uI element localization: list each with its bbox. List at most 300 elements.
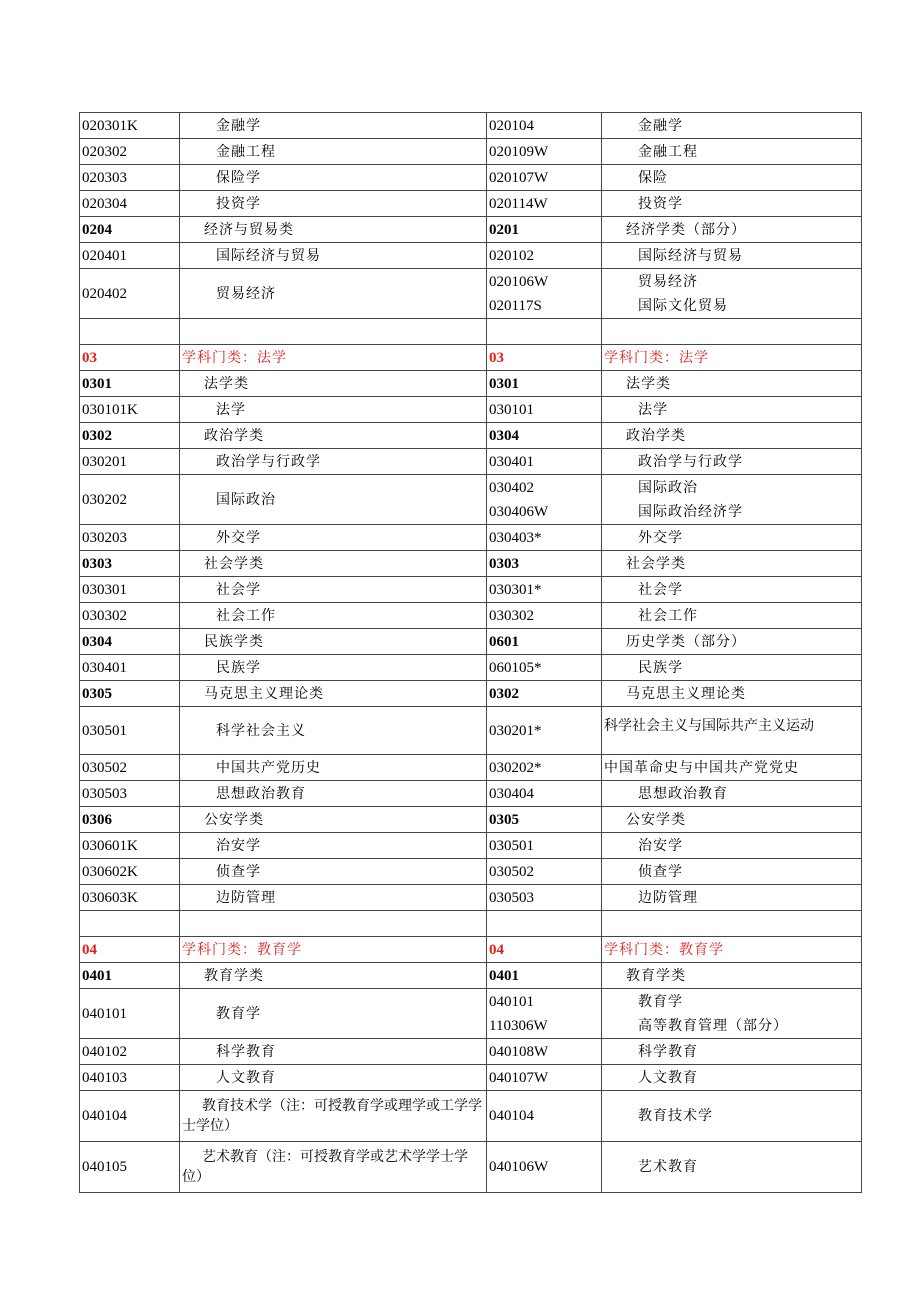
right-code-cell bbox=[486, 191, 601, 216]
left-code: 030501 bbox=[82, 722, 127, 739]
left-name: 投资学 bbox=[216, 195, 261, 212]
left-code: 0303 bbox=[82, 555, 112, 572]
left-name-cell bbox=[179, 989, 486, 1038]
right-code: 030201* bbox=[489, 722, 542, 739]
left-code: 04 bbox=[82, 941, 97, 958]
right-name: 国际政治 bbox=[638, 479, 698, 496]
left-code: 0304 bbox=[82, 633, 112, 650]
right-name: 国际文化贸易 bbox=[638, 297, 728, 314]
left-name-cell bbox=[179, 269, 486, 318]
right-code-cell bbox=[486, 577, 601, 602]
right-name-cell bbox=[601, 755, 862, 780]
left-code-cell bbox=[79, 577, 179, 602]
left-code-cell bbox=[79, 423, 179, 448]
left-name: 贸易经济 bbox=[216, 285, 276, 302]
right-name-cell bbox=[601, 397, 862, 422]
left-name-cell bbox=[179, 525, 486, 550]
right-name-cell bbox=[601, 217, 862, 242]
table-row bbox=[79, 577, 862, 603]
right-name: 外交学 bbox=[638, 529, 683, 546]
right-name: 历史学类（部分） bbox=[626, 633, 746, 650]
left-code-cell bbox=[79, 755, 179, 780]
left-name: 中国共产党历史 bbox=[216, 759, 321, 776]
table-row bbox=[79, 629, 862, 655]
right-name-cell bbox=[601, 1091, 862, 1141]
right-code-cell bbox=[486, 833, 601, 858]
left-name-cell bbox=[179, 707, 486, 754]
right-code-cell bbox=[486, 911, 601, 936]
right-name: 金融学 bbox=[638, 117, 683, 134]
left-name-cell bbox=[179, 449, 486, 474]
right-name-cell bbox=[601, 449, 862, 474]
right-name: 侦查学 bbox=[638, 863, 683, 880]
left-code-cell bbox=[79, 269, 179, 318]
left-name-cell bbox=[179, 833, 486, 858]
left-code-cell bbox=[79, 165, 179, 190]
right-code: 0302 bbox=[489, 685, 519, 702]
right-name: 科学教育 bbox=[638, 1043, 698, 1060]
right-code: 040108W bbox=[489, 1043, 549, 1060]
left-code: 030302 bbox=[82, 607, 127, 624]
right-code-cell bbox=[486, 937, 601, 962]
left-name-cell bbox=[179, 885, 486, 910]
major-comparison-table bbox=[79, 112, 862, 1193]
right-code-cell bbox=[486, 755, 601, 780]
right-code-cell bbox=[486, 885, 601, 910]
right-code-cell bbox=[486, 525, 601, 550]
right-code: 03 bbox=[489, 349, 504, 366]
right-name-cell bbox=[601, 937, 862, 962]
table-row bbox=[79, 781, 862, 807]
right-code-cell bbox=[486, 475, 601, 524]
left-code: 020402 bbox=[82, 285, 127, 302]
left-name-cell bbox=[179, 807, 486, 832]
left-code: 040102 bbox=[82, 1043, 127, 1060]
left-code-cell bbox=[79, 1091, 179, 1141]
table-row bbox=[79, 989, 862, 1039]
table-row bbox=[79, 525, 862, 551]
left-name: 侦查学 bbox=[216, 863, 261, 880]
left-code: 030401 bbox=[82, 659, 127, 676]
left-code-cell bbox=[79, 475, 179, 524]
left-code: 030603K bbox=[82, 889, 138, 906]
left-code-cell bbox=[79, 707, 179, 754]
right-name: 政治学与行政学 bbox=[638, 453, 743, 470]
right-code: 110306W bbox=[489, 1017, 548, 1034]
right-code: 0401 bbox=[489, 967, 519, 984]
left-code-cell bbox=[79, 911, 179, 936]
left-name: 法学类 bbox=[204, 375, 249, 392]
right-name-cell bbox=[601, 191, 862, 216]
right-name-cell bbox=[601, 859, 862, 884]
left-code: 030301 bbox=[82, 581, 127, 598]
right-code-cell bbox=[486, 655, 601, 680]
right-code-cell bbox=[486, 397, 601, 422]
right-name-cell bbox=[601, 475, 862, 524]
right-name-cell bbox=[601, 707, 862, 754]
table-row bbox=[79, 1091, 862, 1142]
left-code-cell bbox=[79, 397, 179, 422]
left-code-cell bbox=[79, 319, 179, 344]
left-code-cell bbox=[79, 885, 179, 910]
right-name: 高等教育管理（部分） bbox=[638, 1017, 788, 1034]
right-name: 教育学 bbox=[638, 993, 683, 1010]
left-code-cell bbox=[79, 989, 179, 1038]
right-name: 科学社会主义与国际共产主义运动 bbox=[604, 717, 814, 734]
right-code-cell bbox=[486, 603, 601, 628]
left-name: 民族学 bbox=[216, 659, 261, 676]
left-name-cell bbox=[179, 911, 486, 936]
right-name: 教育学类 bbox=[626, 967, 686, 984]
table-row bbox=[79, 243, 862, 269]
right-name: 保险 bbox=[638, 169, 668, 186]
left-code: 030601K bbox=[82, 837, 138, 854]
table-row bbox=[79, 551, 862, 577]
right-name-cell bbox=[601, 525, 862, 550]
right-code: 0303 bbox=[489, 555, 519, 572]
left-code-cell bbox=[79, 551, 179, 576]
table-row bbox=[79, 475, 862, 525]
right-code-cell bbox=[486, 1065, 601, 1090]
left-code-cell bbox=[79, 629, 179, 654]
right-code: 04 bbox=[489, 941, 504, 958]
left-code-cell bbox=[79, 139, 179, 164]
left-name-cell bbox=[179, 397, 486, 422]
left-code-cell bbox=[79, 1065, 179, 1090]
right-code-cell bbox=[486, 1091, 601, 1141]
right-code: 020117S bbox=[489, 297, 542, 314]
left-code-cell bbox=[79, 681, 179, 706]
right-name: 经济学类（部分） bbox=[626, 221, 746, 238]
left-code-cell bbox=[79, 217, 179, 242]
right-code-cell bbox=[486, 269, 601, 318]
right-name: 政治学类 bbox=[626, 427, 686, 444]
right-code: 020114W bbox=[489, 195, 548, 212]
left-name: 学科门类：法学 bbox=[182, 349, 287, 366]
right-code: 030202* bbox=[489, 759, 542, 776]
right-name-cell bbox=[601, 577, 862, 602]
left-name-cell bbox=[179, 629, 486, 654]
left-name-cell bbox=[179, 165, 486, 190]
left-name-cell bbox=[179, 1039, 486, 1064]
right-code-cell bbox=[486, 243, 601, 268]
table-row bbox=[79, 1065, 862, 1091]
left-code: 0401 bbox=[82, 967, 112, 984]
right-code: 030101 bbox=[489, 401, 534, 418]
right-code-cell bbox=[486, 319, 601, 344]
right-name: 治安学 bbox=[638, 837, 683, 854]
right-code-cell bbox=[486, 807, 601, 832]
table-row bbox=[79, 319, 862, 345]
table-row bbox=[79, 885, 862, 911]
left-name: 思想政治教育 bbox=[216, 785, 306, 802]
left-name: 科学社会主义 bbox=[216, 722, 306, 739]
left-name-cell bbox=[179, 191, 486, 216]
table-row bbox=[79, 833, 862, 859]
left-name-cell bbox=[179, 475, 486, 524]
right-code-cell bbox=[486, 551, 601, 576]
right-name: 人文教育 bbox=[638, 1069, 698, 1086]
left-name-cell bbox=[179, 551, 486, 576]
right-code-cell bbox=[486, 165, 601, 190]
right-name: 马克思主义理论类 bbox=[626, 685, 746, 702]
right-code: 030406W bbox=[489, 503, 549, 520]
left-name: 社会学类 bbox=[204, 555, 264, 572]
left-code: 030502 bbox=[82, 759, 127, 776]
right-name: 社会学 bbox=[638, 581, 683, 598]
left-name-cell bbox=[179, 423, 486, 448]
right-name-cell bbox=[601, 911, 862, 936]
left-name-cell bbox=[179, 963, 486, 988]
left-name: 金融学 bbox=[216, 117, 261, 134]
left-name-cell bbox=[179, 681, 486, 706]
right-code-cell bbox=[486, 989, 601, 1038]
right-code: 0601 bbox=[489, 633, 519, 650]
right-name: 教育技术学 bbox=[638, 1108, 713, 1124]
left-name: 公安学类 bbox=[204, 811, 264, 828]
left-code-cell bbox=[79, 525, 179, 550]
right-code-cell bbox=[486, 371, 601, 396]
right-code: 030501 bbox=[489, 837, 534, 854]
left-name: 教育学 bbox=[216, 1005, 261, 1022]
right-name-cell bbox=[601, 319, 862, 344]
right-name-cell bbox=[601, 551, 862, 576]
right-name-cell bbox=[601, 1039, 862, 1064]
left-name-cell bbox=[179, 1142, 486, 1192]
left-code: 020303 bbox=[82, 169, 127, 186]
table-row bbox=[79, 165, 862, 191]
left-code: 030202 bbox=[82, 491, 127, 508]
right-code: 0304 bbox=[489, 427, 519, 444]
left-code: 030203 bbox=[82, 529, 127, 546]
left-code: 040104 bbox=[82, 1108, 127, 1124]
right-name-cell bbox=[601, 885, 862, 910]
right-code: 020107W bbox=[489, 169, 549, 186]
table-row bbox=[79, 139, 862, 165]
left-name: 保险学 bbox=[216, 169, 261, 186]
left-code: 020301K bbox=[82, 117, 138, 134]
table-row bbox=[79, 859, 862, 885]
right-name: 社会学类 bbox=[626, 555, 686, 572]
left-code-cell bbox=[79, 243, 179, 268]
left-code: 020302 bbox=[82, 143, 127, 160]
right-code-cell bbox=[486, 629, 601, 654]
right-name: 中国革命史与中国共产党党史 bbox=[604, 759, 799, 776]
right-name-cell bbox=[601, 781, 862, 806]
left-code-cell bbox=[79, 191, 179, 216]
left-code: 030602K bbox=[82, 863, 138, 880]
left-name-cell bbox=[179, 1065, 486, 1090]
left-name: 国际政治 bbox=[216, 491, 276, 508]
right-code: 040107W bbox=[489, 1069, 549, 1086]
left-name: 教育学类 bbox=[204, 967, 264, 984]
left-name: 社会学 bbox=[216, 581, 261, 598]
left-name: 马克思主义理论类 bbox=[204, 685, 324, 702]
right-name: 法学 bbox=[638, 401, 668, 418]
left-name: 边防管理 bbox=[216, 889, 276, 906]
right-name-cell bbox=[601, 371, 862, 396]
right-name-cell bbox=[601, 629, 862, 654]
right-code-cell bbox=[486, 345, 601, 370]
right-code-cell bbox=[486, 217, 601, 242]
left-name: 外交学 bbox=[216, 529, 261, 546]
right-name-cell bbox=[601, 423, 862, 448]
right-code-cell bbox=[486, 423, 601, 448]
right-name-cell bbox=[601, 963, 862, 988]
right-name: 思想政治教育 bbox=[638, 785, 728, 802]
right-code-cell bbox=[486, 859, 601, 884]
table-row bbox=[79, 911, 862, 937]
right-code: 020104 bbox=[489, 117, 534, 134]
right-name: 金融工程 bbox=[638, 143, 698, 160]
right-code: 040104 bbox=[489, 1108, 534, 1124]
table-row bbox=[79, 1039, 862, 1065]
right-code: 060105* bbox=[489, 659, 542, 676]
right-name-cell bbox=[601, 807, 862, 832]
right-name-cell bbox=[601, 139, 862, 164]
right-code-cell bbox=[486, 139, 601, 164]
right-code-cell bbox=[486, 1142, 601, 1192]
left-code-cell bbox=[79, 937, 179, 962]
right-name: 国际经济与贸易 bbox=[638, 247, 743, 264]
right-code: 030403* bbox=[489, 529, 542, 546]
left-code: 030101K bbox=[82, 401, 138, 418]
right-code-cell bbox=[486, 963, 601, 988]
right-name-cell bbox=[601, 165, 862, 190]
right-name: 国际政治经济学 bbox=[638, 503, 743, 520]
right-name-cell bbox=[601, 243, 862, 268]
left-code-cell bbox=[79, 1142, 179, 1192]
left-code: 020304 bbox=[82, 195, 127, 212]
left-name-cell bbox=[179, 577, 486, 602]
right-name-cell bbox=[601, 113, 862, 138]
right-name-cell bbox=[601, 1142, 862, 1192]
right-code: 020102 bbox=[489, 247, 534, 264]
left-name-cell bbox=[179, 655, 486, 680]
left-name: 民族学类 bbox=[204, 633, 264, 650]
right-code: 030301* bbox=[489, 581, 542, 598]
left-name-cell bbox=[179, 113, 486, 138]
left-name: 政治学类 bbox=[204, 427, 264, 444]
right-name-cell bbox=[601, 1065, 862, 1090]
right-name-cell bbox=[601, 603, 862, 628]
left-code: 040103 bbox=[82, 1069, 127, 1086]
right-code: 030502 bbox=[489, 863, 534, 880]
right-name: 艺术教育 bbox=[638, 1159, 698, 1175]
right-name: 学科门类：教育学 bbox=[604, 941, 724, 958]
left-code: 03 bbox=[82, 349, 97, 366]
right-name: 投资学 bbox=[638, 195, 683, 212]
table-row bbox=[79, 755, 862, 781]
left-code: 0301 bbox=[82, 375, 112, 392]
left-code: 040105 bbox=[82, 1159, 127, 1175]
left-name: 经济与贸易类 bbox=[204, 221, 294, 238]
right-code: 030402 bbox=[489, 479, 534, 496]
right-code-cell bbox=[486, 1039, 601, 1064]
right-code: 030302 bbox=[489, 607, 534, 624]
left-name-cell bbox=[179, 345, 486, 370]
left-code-cell bbox=[79, 603, 179, 628]
left-name-cell bbox=[179, 937, 486, 962]
table-row bbox=[79, 603, 862, 629]
right-name-cell bbox=[601, 833, 862, 858]
left-name-cell bbox=[179, 243, 486, 268]
right-code: 020109W bbox=[489, 143, 549, 160]
right-code-cell bbox=[486, 449, 601, 474]
left-code-cell bbox=[79, 1039, 179, 1064]
left-name-cell bbox=[179, 1091, 486, 1141]
left-name-cell bbox=[179, 139, 486, 164]
right-code: 040106W bbox=[489, 1159, 549, 1175]
left-code-cell bbox=[79, 833, 179, 858]
left-code: 020401 bbox=[82, 247, 127, 264]
table-row bbox=[79, 191, 862, 217]
right-code: 030401 bbox=[489, 453, 534, 470]
right-name: 民族学 bbox=[638, 659, 683, 676]
right-name: 公安学类 bbox=[626, 811, 686, 828]
left-name: 艺术教育（注：可授教育学或艺术学学士学位） bbox=[182, 1149, 468, 1185]
table-row bbox=[79, 269, 862, 319]
right-name-cell bbox=[601, 269, 862, 318]
table-row bbox=[79, 449, 862, 475]
right-name: 学科门类：法学 bbox=[604, 349, 709, 366]
right-code: 040101 bbox=[489, 993, 534, 1010]
left-code: 030201 bbox=[82, 453, 127, 470]
left-name-cell bbox=[179, 217, 486, 242]
left-name-cell bbox=[179, 755, 486, 780]
table-row bbox=[79, 423, 862, 449]
right-code-cell bbox=[486, 707, 601, 754]
table-row bbox=[79, 655, 862, 681]
table-row bbox=[79, 807, 862, 833]
left-code-cell bbox=[79, 963, 179, 988]
right-name-cell bbox=[601, 989, 862, 1038]
right-name-cell bbox=[601, 345, 862, 370]
left-code-cell bbox=[79, 781, 179, 806]
table-row bbox=[79, 681, 862, 707]
left-code-cell bbox=[79, 859, 179, 884]
right-code: 020106W bbox=[489, 273, 549, 290]
left-code-cell bbox=[79, 113, 179, 138]
right-code: 030503 bbox=[489, 889, 534, 906]
right-code: 0201 bbox=[489, 221, 519, 238]
left-code-cell bbox=[79, 807, 179, 832]
right-code-cell bbox=[486, 681, 601, 706]
left-name: 法学 bbox=[216, 401, 246, 418]
left-name: 教育技术学（注：可授教育学或理学或工学学士学位） bbox=[182, 1098, 482, 1134]
left-code: 0305 bbox=[82, 685, 112, 702]
left-code: 030503 bbox=[82, 785, 127, 802]
left-name-cell bbox=[179, 781, 486, 806]
right-code-cell bbox=[486, 781, 601, 806]
right-name: 社会工作 bbox=[638, 607, 698, 624]
left-code: 0204 bbox=[82, 221, 112, 238]
left-code-cell bbox=[79, 371, 179, 396]
left-code-cell bbox=[79, 449, 179, 474]
left-name-cell bbox=[179, 859, 486, 884]
table-row bbox=[79, 1142, 862, 1193]
left-name: 政治学与行政学 bbox=[216, 453, 321, 470]
right-code: 030404 bbox=[489, 785, 534, 802]
left-name: 国际经济与贸易 bbox=[216, 247, 321, 264]
left-code-cell bbox=[79, 655, 179, 680]
table-row bbox=[79, 345, 862, 371]
right-code: 0305 bbox=[489, 811, 519, 828]
table-row bbox=[79, 397, 862, 423]
right-name: 法学类 bbox=[626, 375, 671, 392]
table-row bbox=[79, 217, 862, 243]
left-name: 治安学 bbox=[216, 837, 261, 854]
